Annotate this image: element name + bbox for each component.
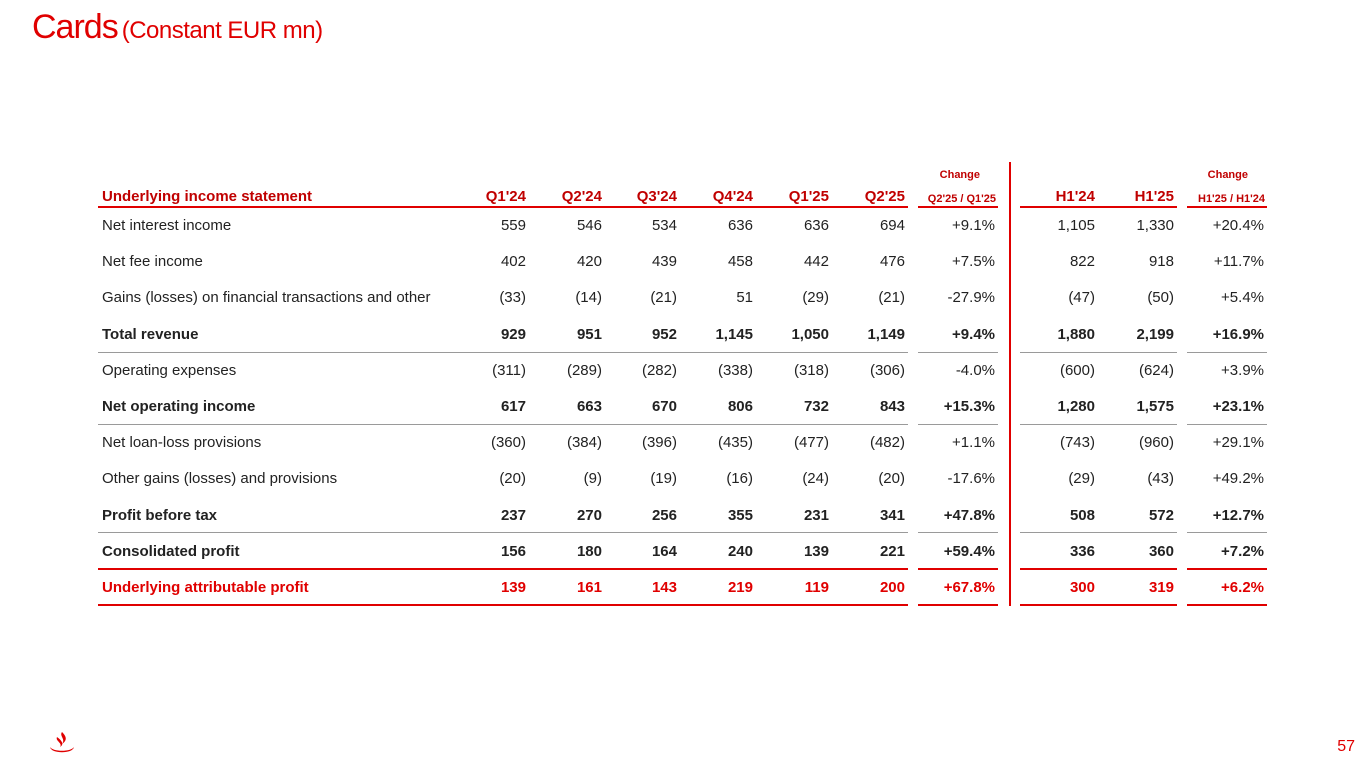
header-underline: [98, 206, 908, 208]
row-value-half: 508: [1069, 507, 1095, 524]
header-quarter: Q1'24: [485, 188, 526, 205]
row-change-q: +15.3%: [943, 398, 995, 415]
row-value: (360): [490, 434, 526, 451]
row-value: (29): [802, 289, 829, 306]
row-value: (21): [650, 289, 677, 306]
row-value-half: (43): [1147, 470, 1174, 487]
row-value-half: 1,880: [1057, 326, 1095, 343]
header-change-top-h: Change: [1207, 169, 1248, 181]
row-separator: [918, 352, 998, 353]
row-value: 806: [727, 398, 753, 415]
row-value-half: 319: [1148, 579, 1174, 596]
row-value: 341: [879, 507, 905, 524]
row-value: (21): [878, 289, 905, 306]
page-title-main: Cards: [32, 8, 118, 46]
page-number: 57: [1337, 738, 1355, 755]
row-change-h: +12.7%: [1212, 507, 1264, 524]
row-change-h: +16.9%: [1212, 326, 1264, 343]
row-separator-red: [98, 568, 908, 570]
row-value-half: 1,575: [1136, 398, 1174, 415]
row-value: 663: [576, 398, 602, 415]
header-change-h: H1'25 / H1'24: [1198, 193, 1265, 205]
row-value: 1,149: [867, 326, 905, 343]
row-value: 546: [576, 217, 602, 234]
row-value: 161: [576, 579, 602, 596]
row-change-h: +11.7%: [1213, 253, 1264, 270]
row-value: 219: [727, 579, 753, 596]
row-value: 843: [879, 398, 905, 415]
row-label: Net fee income: [102, 253, 203, 270]
header-underline-change-h: [1187, 206, 1267, 208]
row-value: 156: [500, 543, 526, 560]
row-value-half: (960): [1138, 434, 1174, 451]
row-separator-red: [918, 604, 998, 606]
row-separator: [1020, 424, 1177, 425]
header-label: Underlying income statement: [102, 188, 313, 205]
header-half: H1'24: [1055, 188, 1095, 205]
row-value: 951: [576, 326, 602, 343]
row-change-q: +9.4%: [952, 326, 995, 343]
row-separator: [1187, 532, 1267, 533]
row-label: Net operating income: [102, 398, 256, 415]
santander-flame-icon: [49, 731, 75, 755]
row-value-half: (624): [1138, 362, 1174, 379]
row-separator-red: [918, 568, 998, 570]
row-label: Total revenue: [102, 326, 199, 343]
row-value: (384): [566, 434, 602, 451]
row-separator-red: [98, 604, 908, 606]
row-label: Net loan-loss provisions: [102, 434, 262, 451]
row-value: 534: [651, 217, 677, 234]
row-value: (20): [499, 470, 526, 487]
row-value: 240: [727, 543, 753, 560]
header-quarter: Q4'24: [712, 188, 753, 205]
row-value: (318): [793, 362, 829, 379]
row-value: 180: [576, 543, 602, 560]
row-separator: [98, 352, 908, 353]
row-change-h: +29.1%: [1212, 434, 1264, 451]
row-value: 200: [879, 579, 905, 596]
row-value: 617: [500, 398, 526, 415]
row-value: 458: [727, 253, 753, 270]
row-value: 51: [736, 289, 753, 306]
row-value: (477): [793, 434, 829, 451]
row-change-q: +67.8%: [943, 579, 995, 596]
row-change-q: +7.5%: [952, 253, 995, 270]
row-value: (9): [583, 470, 602, 487]
header-underline-halves: [1020, 206, 1177, 208]
row-value: (306): [869, 362, 905, 379]
row-separator: [98, 424, 908, 425]
row-value: 139: [803, 543, 829, 560]
row-change-q: -17.6%: [947, 470, 995, 487]
row-value-half: 1,280: [1057, 398, 1095, 415]
row-value: 270: [576, 507, 602, 524]
row-separator: [918, 424, 998, 425]
row-value: 1,145: [715, 326, 753, 343]
row-value: 929: [500, 326, 526, 343]
row-value-half: 1,330: [1136, 217, 1174, 234]
row-value: (16): [726, 470, 753, 487]
row-value: (435): [717, 434, 753, 451]
row-value: 139: [500, 579, 526, 596]
row-label: Profit before tax: [102, 507, 218, 524]
row-label: Other gains (losses) and provisions: [102, 470, 338, 487]
row-value: 476: [879, 253, 905, 270]
row-change-q: +59.4%: [943, 543, 995, 560]
row-value-half: 918: [1148, 253, 1174, 270]
header-quarter: Q2'24: [561, 188, 602, 205]
row-value-half: (47): [1068, 289, 1095, 306]
row-value: 636: [727, 217, 753, 234]
row-value: (282): [641, 362, 677, 379]
row-value-half: 2,199: [1136, 326, 1174, 343]
row-change-h: +20.4%: [1212, 217, 1264, 234]
row-separator-red: [1187, 604, 1267, 606]
row-separator: [918, 532, 998, 533]
row-value: (338): [717, 362, 753, 379]
row-value: (482): [869, 434, 905, 451]
row-value: 164: [651, 543, 677, 560]
row-value: 231: [803, 507, 829, 524]
row-value: 559: [500, 217, 526, 234]
row-value: (311): [492, 362, 526, 379]
row-value: 119: [804, 579, 829, 596]
row-change-q: +9.1%: [952, 217, 995, 234]
row-value: 952: [651, 326, 677, 343]
header-quarter: Q1'25: [788, 188, 829, 205]
row-change-h: +7.2%: [1221, 543, 1264, 560]
row-separator: [1020, 352, 1177, 353]
row-value: 221: [879, 543, 905, 560]
row-change-q: +1.1%: [952, 434, 995, 451]
row-value: 694: [879, 217, 905, 234]
row-value-half: (600): [1059, 362, 1095, 379]
row-value: 256: [651, 507, 677, 524]
header-underline-change-q: [918, 206, 998, 208]
row-value: 670: [651, 398, 677, 415]
row-label: Underlying attributable profit: [102, 579, 309, 596]
row-separator: [1020, 532, 1177, 533]
row-separator-red: [1187, 568, 1267, 570]
row-change-h: +5.4%: [1221, 289, 1264, 306]
row-separator-red: [1020, 568, 1177, 570]
row-change-h: +23.1%: [1212, 398, 1264, 415]
row-value: 355: [727, 507, 753, 524]
header-change-top-q: Change: [939, 169, 980, 181]
row-value: (20): [878, 470, 905, 487]
header-change-q: Q2'25 / Q1'25: [927, 193, 996, 205]
row-value-half: 822: [1069, 253, 1095, 270]
header-quarter: Q3'24: [636, 188, 677, 205]
row-label: Operating expenses: [102, 362, 237, 379]
row-separator: [1187, 352, 1267, 353]
row-label: Net interest income: [102, 217, 232, 234]
page-title-sub: (Constant EUR mn): [121, 17, 323, 44]
row-value: (396): [641, 434, 677, 451]
row-value-half: (743): [1059, 434, 1095, 451]
row-value: 732: [803, 398, 829, 415]
row-separator: [98, 532, 908, 533]
row-value-half: (50): [1147, 289, 1174, 306]
row-value: 636: [803, 217, 829, 234]
header-half: H1'25: [1134, 188, 1174, 205]
row-value: (14): [575, 289, 602, 306]
column-divider: [1009, 162, 1011, 606]
row-value: (33): [499, 289, 526, 306]
row-value-half: 336: [1069, 543, 1095, 560]
row-change-q: -27.9%: [947, 289, 995, 306]
row-value: 1,050: [791, 326, 829, 343]
row-label: Gains (losses) on financial transactions and other: [102, 289, 431, 306]
row-change-h: +3.9%: [1221, 362, 1264, 379]
row-separator: [1187, 424, 1267, 425]
row-label: Consolidated profit: [102, 543, 240, 560]
row-value-half: 1,105: [1057, 217, 1095, 234]
row-value-half: 572: [1148, 507, 1174, 524]
row-value: 237: [500, 507, 526, 524]
row-separator-red: [1020, 604, 1177, 606]
row-change-q: +47.8%: [943, 507, 995, 524]
row-value-half: (29): [1068, 470, 1095, 487]
row-value-half: 360: [1148, 543, 1174, 560]
row-value-half: 300: [1069, 579, 1095, 596]
row-value: 402: [500, 253, 526, 270]
row-value: 420: [576, 253, 602, 270]
row-change-h: +6.2%: [1221, 579, 1264, 596]
row-value: (24): [802, 470, 829, 487]
row-change-q: -4.0%: [955, 362, 995, 379]
row-value: 439: [651, 253, 677, 270]
row-value: (289): [566, 362, 602, 379]
header-quarter: Q2'25: [864, 188, 905, 205]
row-value: 442: [803, 253, 829, 270]
row-value: 143: [651, 579, 677, 596]
row-change-h: +49.2%: [1212, 470, 1264, 487]
row-value: (19): [650, 470, 677, 487]
